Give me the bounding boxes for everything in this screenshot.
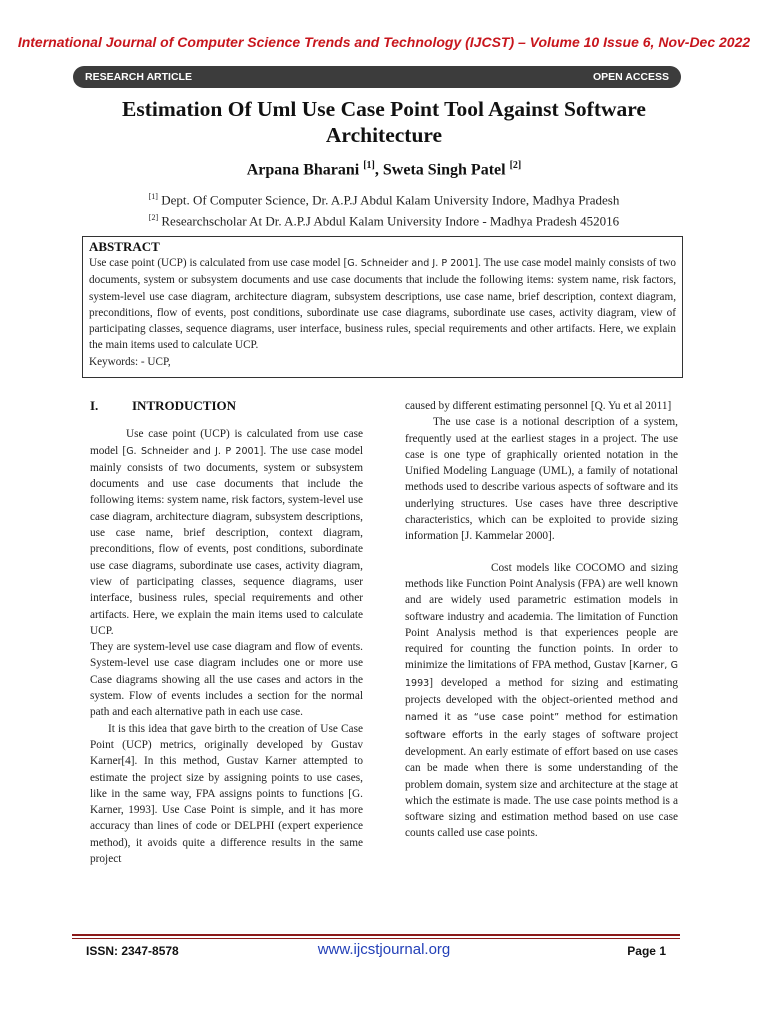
abstract-box: [82, 236, 683, 378]
article-type-label: RESEARCH ARTICLE: [85, 71, 192, 83]
affiliation-1-text: Dept. Of Computer Science, Dr. A.P.J Abdul Kalam University Indore, Madhya Pradesh: [161, 192, 620, 208]
affiliation-2: [0, 213, 768, 229]
right-p3-c: in the early stages of software project development. An early estimate of effort based on use cases can be made when there is some understanding of the problem domain, system size and architecture at the stage at which the estimate is made. The use case points method is a software sizing and estimation method based on use case counts called use case points.: [405, 728, 678, 840]
right-column: [405, 398, 678, 842]
article-band: [73, 66, 681, 88]
author-line: [0, 160, 768, 179]
abstract-text-a: Use case point (UCP) is calculated from use case model [: [89, 257, 348, 269]
section-title: INTRODUCTION: [132, 398, 237, 413]
open-access-label: OPEN ACCESS: [592, 71, 669, 83]
abstract-body: [89, 255, 676, 370]
affiliation-1-mark: [1]: [148, 192, 158, 201]
footer-page-number: Page 1: [627, 944, 666, 958]
affiliation-1: [0, 192, 768, 208]
right-paragraph-2: The use case is a notional description of a system, frequently used at the earliest stages in a project. The use case is one type of graphically oriented notation in the Unified Modeling Language (UML), a family of notational methods used to describe various aspects of software and its underlying structures. Use cases have three descriptive characteristics, which can be exploited to provide sizing information [J. Kammelar 2000].: [405, 416, 678, 543]
author-2: Sweta Singh Patel: [382, 161, 506, 179]
abstract-citation: G. Schneider and J. P 2001: [347, 258, 475, 269]
footer-issn: ISSN: 2347-8578: [86, 944, 179, 958]
intro-p1-a: Use case point (UCP) is calculated from use case model [: [90, 428, 363, 457]
footer-rule: [72, 934, 680, 936]
right-p3-a: Cost models like COCOMO and sizing methods like Function Point Analysis (FPA) are well known and are widely used parametric estimation models in software industry and academia. The limitation of Function Point Analysis method is that experiences people are required for counting the function points. In order to minimize the limitations of FPA method, Gustav [: [405, 561, 678, 672]
author-separator: ,: [374, 161, 383, 179]
affiliation-2-text: Researchscholar At Dr. A.P.J Abdul Kalam University Indore - Madhya Pradesh 452016: [161, 213, 620, 229]
author-1-mark: [1]: [363, 160, 375, 171]
journal-header: International Journal of Computer Science Trends and Technology (IJCST) – Volume 10 Issue 6, Nov-Dec 2022: [17, 34, 751, 50]
intro-p1-b: ]. The use case model mainly consists of two documents, system or subsystem documents and use case documents that include the following items: system name, risk factors, system-level use case diagram, architecture diagram, subsystem descriptions, use case name, brief description, context diagram, preconditions, flow of events, post conditions, subordinate use case diagrams, subordinate use cases, activity diagram, view of participating classes, sequence diagrams, user interface, business rules, special requirements and other artifacts. Here, we explain the main items used to calculate UCP.: [90, 444, 364, 637]
author-1: Arpana Bharani: [246, 161, 360, 179]
paper-title: Estimation Of Uml Use Case Point Tool Against Software Architecture: [122, 97, 646, 147]
section-heading-introduction: [90, 398, 363, 414]
intro-p1-citation: G. Schneider and J. P 2001: [126, 445, 260, 457]
abstract-text-b: ]. The use case model mainly consists of two documents, system or subsystem documents and use case documents that include the following items: system name, risk factors, system-level use case diagram, architecture diagram, subsystem descriptions, use case name, brief description, context diagram, preconditions, flow of events, post conditions, subordinate use case diagrams, subordinate use cases, activity diagram, view of participating classes, sequence diagrams, user interface, business rules, special requirements and other artifacts. Here, we explain the main items used to calculate UCP.: [89, 257, 676, 352]
footer-rule-thin: [72, 938, 680, 939]
right-paragraph-1: caused by different estimating personnel [Q. Yu et al 2011]: [405, 400, 672, 412]
abstract-heading: ABSTRACT: [89, 239, 160, 254]
left-column: [90, 398, 363, 867]
author-2-mark: [2]: [509, 160, 522, 171]
abstract-keywords: Keywords: - UCP,: [89, 355, 171, 368]
intro-paragraph-1: [90, 426, 363, 639]
footer-website-link[interactable]: www.ijcstjournal.org: [317, 941, 451, 958]
section-number: I.: [90, 398, 99, 413]
right-paragraph-3: [405, 560, 678, 842]
intro-paragraph-2: They are system-level use case diagram and flow of events. System-level use case diagram includes one or more use Case diagrams showing all the use cases and actors in the system. Flow of events includes a section for the normal path and each alternative path in each use case.: [90, 641, 363, 719]
right-p3-b: ] developed a method for sizing and estimating projects developed with the object-: [405, 676, 678, 707]
affiliation-2-mark: [2]: [148, 213, 159, 222]
intro-paragraph-3: It is this idea that gave birth to the creation of Use Case Point (UCP) metrics, originally developed by Gustav Karner[4]. In this method, Gustav Karner attempted to estimate the project size by assigning points to use cases, like in the same way, FPA assigns points to functions [G. Karner, 1993]. Use Case Point is simple, and it has more accuracy than lines of code or DELPHI (expert experience method), it avoids quite a difference results in the same project: [90, 722, 363, 866]
right-p3-mono: oriented method and named it as “use case point” method for estimation software efforts: [405, 695, 678, 741]
right-p3-citation: Karner, G 1993: [405, 660, 679, 689]
